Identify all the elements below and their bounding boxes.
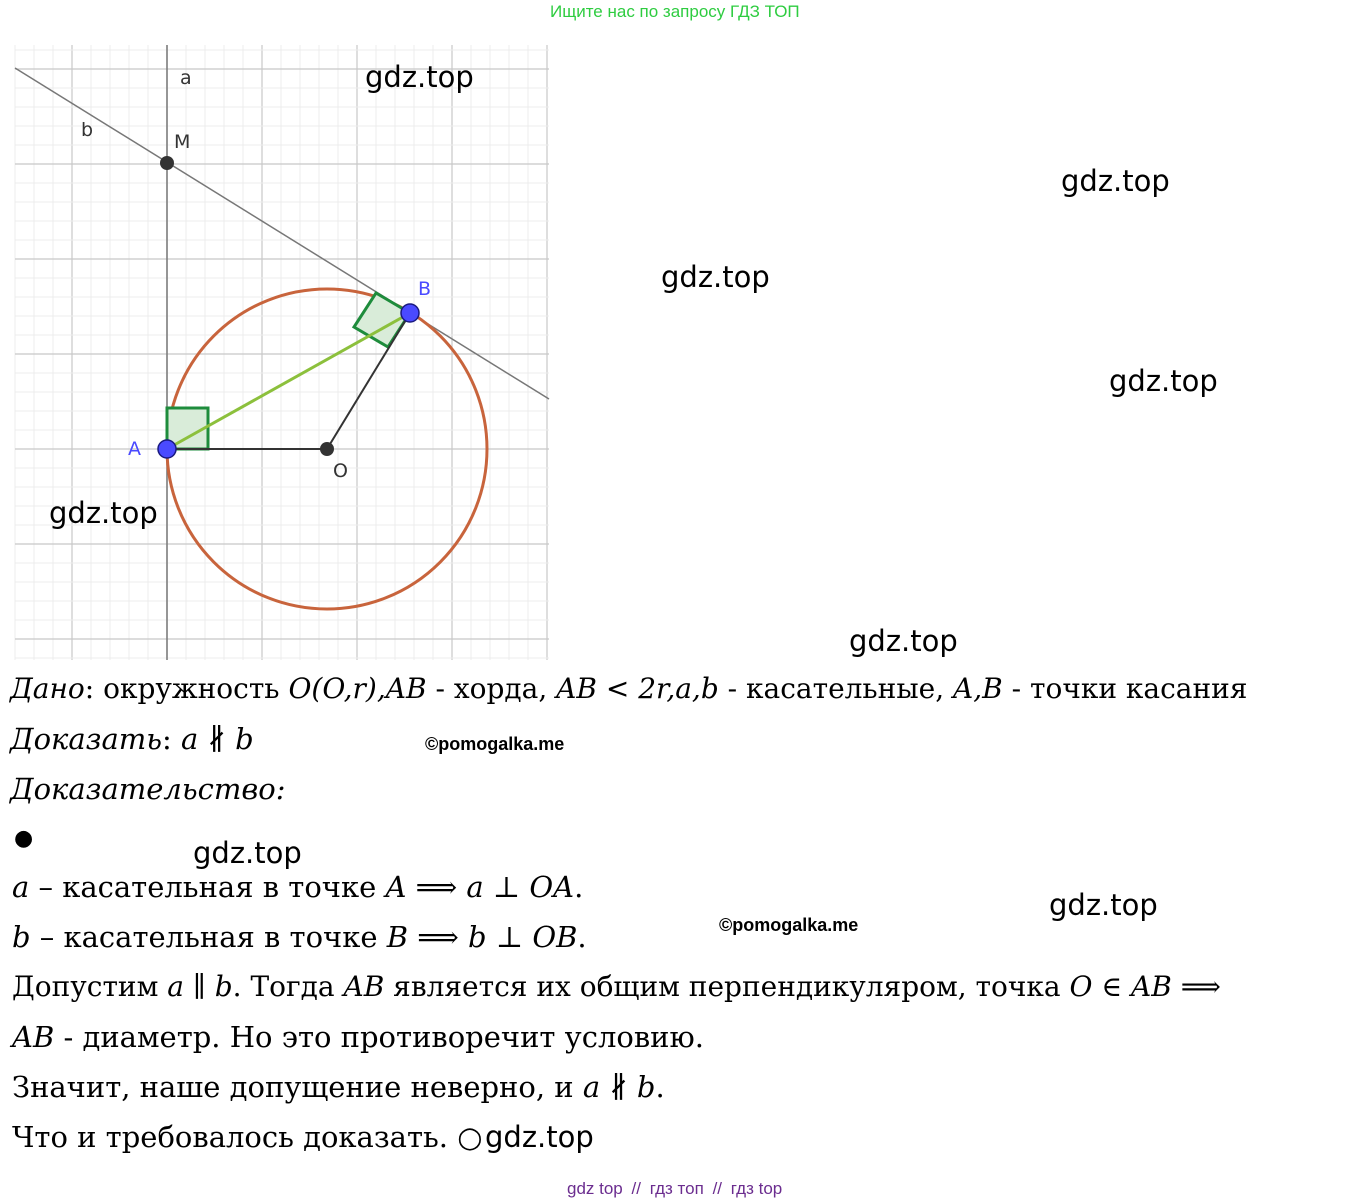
watermark: gdz.top: [365, 60, 474, 94]
point-b: [401, 304, 419, 322]
math: AB: [12, 1020, 55, 1054]
footer-link[interactable]: гдз top: [730, 1179, 783, 1198]
text: - диаметр. Но это противоречит условию.: [54, 1020, 704, 1054]
search-banner[interactable]: Ищите нас по запросу ГДЗ ТОП: [550, 2, 800, 21]
copyright-mark: ©pomogalka.me: [425, 734, 565, 754]
text: - хорда,: [426, 672, 557, 705]
tangent-line-b: [15, 68, 549, 399]
given-line: [10, 672, 1247, 705]
footer-link[interactable]: гдз топ: [649, 1179, 704, 1198]
text: .: [655, 1070, 665, 1104]
math: O(O,r),AB: [288, 672, 427, 705]
bullet: ●: [14, 826, 34, 851]
label-m: M: [174, 131, 191, 153]
watermark: gdz.top: [661, 260, 770, 294]
proof-heading: Доказательство:: [10, 772, 286, 806]
watermark: gdz.top: [849, 624, 958, 658]
math: A ⟹ a ⊥ OA: [385, 870, 575, 904]
math: O ∈ AB ⟹: [1069, 970, 1221, 1003]
proof-line-3: [12, 970, 1221, 1003]
label-o: O: [333, 460, 348, 482]
math: AB < 2r,a,b: [556, 672, 719, 705]
point-o: [320, 442, 334, 456]
text: .: [574, 870, 584, 904]
proof-line-5: [12, 1070, 665, 1104]
text: является их общим перпендикуляром, точка: [384, 970, 1070, 1003]
proof-line-2: [12, 920, 587, 954]
watermark: gdz.top: [1109, 364, 1218, 398]
proof-line-6: [12, 1120, 483, 1154]
label-a-line: a: [180, 67, 192, 89]
text: - касательные,: [718, 672, 953, 705]
math: b: [12, 920, 31, 954]
math: AB: [343, 970, 385, 1003]
math: a: [12, 870, 30, 904]
prove-line: [10, 722, 254, 756]
text: Что и требовалось доказать. ○: [12, 1120, 483, 1154]
math: a ∦ b: [181, 722, 254, 756]
geometry-figure: [0, 0, 560, 670]
watermark: gdz.top: [485, 1120, 594, 1154]
prove-head: Доказать: [10, 722, 163, 756]
watermark: gdz.top: [49, 496, 158, 530]
chord-ab: [167, 313, 410, 449]
watermark: gdz.top: [193, 836, 302, 870]
footer-separator: //: [631, 1179, 641, 1198]
text: - точки касания: [1002, 672, 1248, 705]
grid: [15, 45, 549, 660]
math: a ∥ b: [167, 970, 233, 1003]
math: a ∦ b: [582, 1070, 656, 1104]
text: .: [577, 920, 587, 954]
point-a: [158, 440, 176, 458]
text: Допустим: [12, 970, 168, 1003]
math: B ⟹ b ⊥ OB: [386, 920, 578, 954]
text: – касательная в точке: [29, 870, 386, 904]
given-head: Дано: [10, 672, 85, 705]
copyright-mark: ©pomogalka.me: [719, 915, 859, 935]
footer-link[interactable]: gdz top: [567, 1179, 623, 1198]
point-m: [160, 156, 174, 170]
text: – касательная в точке: [30, 920, 387, 954]
text: : окружность: [84, 672, 289, 705]
footer-separator: //: [712, 1179, 723, 1198]
label-b-point: B: [418, 278, 432, 300]
watermark: gdz.top: [1049, 888, 1158, 922]
footer-links: [565, 1179, 784, 1199]
label-b-line: b: [81, 119, 94, 141]
proof-line-1: [12, 870, 583, 904]
text: :: [162, 722, 182, 756]
proof-line-4: [12, 1020, 704, 1054]
watermark: gdz.top: [1061, 164, 1170, 198]
text: Значит, наше допущение неверно, и: [12, 1070, 583, 1104]
label-a-point: A: [128, 438, 141, 460]
text: . Тогда: [232, 970, 344, 1003]
math: A,B: [953, 672, 1003, 705]
